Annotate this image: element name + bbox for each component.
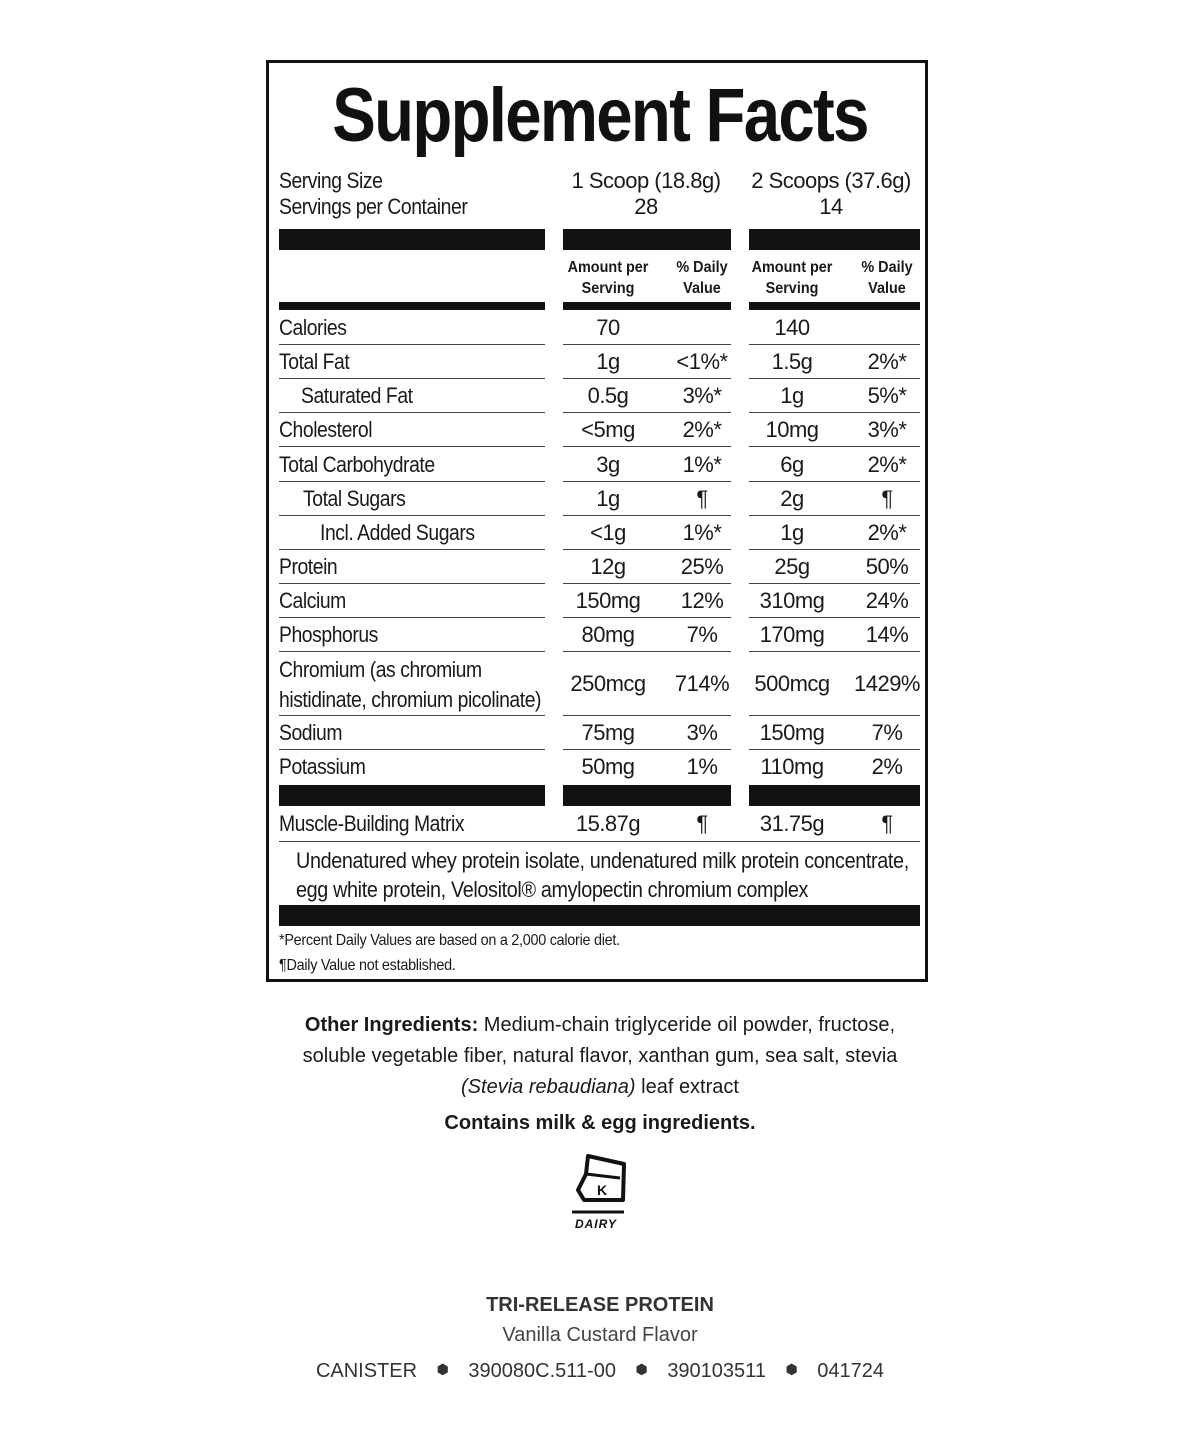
nutrient-amount: 50mg xyxy=(581,754,635,779)
nutrient-dv: 2% xyxy=(871,754,903,779)
matrix-dv-1: ¶ xyxy=(696,811,708,836)
serving-size-label: Serving Size xyxy=(279,168,383,193)
row-divider xyxy=(279,617,545,618)
bullet-icon: ⬢ xyxy=(635,1361,648,1377)
row-divider xyxy=(279,549,545,550)
nutrient-dv: 5%* xyxy=(867,383,907,408)
nutrient-name: Calories xyxy=(279,315,347,340)
nutrient-dv: 24% xyxy=(865,588,909,613)
nutrient-name: Calcium xyxy=(279,588,346,613)
thick-bar xyxy=(279,229,545,250)
nutrient-amount: 250mcg xyxy=(570,671,646,696)
medium-bar xyxy=(749,302,920,310)
other-ingredients: Other Ingredients: Medium-chain triglyceride oil powder, fructose, soluble vegetable fiber, natural flavor, xanthan gum, sea salt, stevia (Stevia rebaudiana) leaf extract xyxy=(302,1014,898,1098)
thick-bar xyxy=(563,785,731,806)
matrix-amount-2: 31.75g xyxy=(759,811,825,836)
row-divider xyxy=(279,515,545,516)
nutrient-amount: 140 xyxy=(774,315,810,340)
allergen-statement: Contains milk & egg ingredients. xyxy=(444,1112,756,1134)
bullet-icon: ⬢ xyxy=(436,1361,449,1377)
nutrient-dv: 14% xyxy=(865,622,909,647)
matrix-dv-2: ¶ xyxy=(881,811,893,836)
row-divider xyxy=(563,651,731,652)
row-divider xyxy=(749,446,920,447)
nutrient-name: Phosphorus xyxy=(279,622,378,647)
nutrient-dv: ¶ xyxy=(696,486,708,511)
row-divider xyxy=(749,515,920,516)
matrix-amount-1: 15.87g xyxy=(575,811,641,836)
nutrient-name: Protein xyxy=(279,554,338,579)
footnote-dv: *Percent Daily Values are based on a 2,000 calorie diet. xyxy=(279,932,620,949)
nutrient-dv: 3%* xyxy=(682,383,722,408)
row-divider xyxy=(749,412,920,413)
row-divider xyxy=(563,715,731,716)
row-divider xyxy=(749,549,920,550)
medium-bar xyxy=(563,302,731,310)
nutrient-amount: 6g xyxy=(780,452,804,477)
col1-dv-header: % Daily Value xyxy=(676,259,728,297)
nutrient-dv: 2%* xyxy=(867,520,907,545)
row-divider xyxy=(563,515,731,516)
nutrient-dv: 25% xyxy=(680,554,724,579)
nutrient-amount: 10mg xyxy=(765,417,819,442)
product-codes xyxy=(0,1360,1200,1383)
nutrient-dv: 1429% xyxy=(853,671,920,696)
kosher-letter: K xyxy=(596,1182,608,1198)
nutrient-amount: 80mg xyxy=(581,622,635,647)
product-flavor: Vanilla Custard Flavor xyxy=(502,1324,698,1346)
row-divider xyxy=(563,549,731,550)
code-lot: 390080C.511-00 xyxy=(468,1360,616,1382)
row-divider xyxy=(279,378,545,379)
row-divider xyxy=(749,749,920,750)
nutrient-amount: 1g xyxy=(780,520,804,545)
nutrient-amount: 500mcg xyxy=(754,671,830,696)
nutrient-name: Potassium xyxy=(279,754,366,779)
nutrient-amount: 0.5g xyxy=(587,383,629,408)
row-divider xyxy=(279,481,545,482)
row-divider xyxy=(279,412,545,413)
row-divider xyxy=(279,446,545,447)
code-canister: CANISTER xyxy=(315,1360,418,1382)
nutrient-amount: 1.5g xyxy=(771,349,813,374)
nutrient-name: Incl. Added Sugars xyxy=(320,520,475,545)
nutrient-dv: 1%* xyxy=(682,520,722,545)
nutrient-amount: <5mg xyxy=(581,417,635,442)
col2-serving-size: 2 Scoops (37.6g) xyxy=(751,168,911,193)
row-divider xyxy=(749,651,920,652)
row-divider xyxy=(749,715,920,716)
row-divider xyxy=(563,412,731,413)
row-divider xyxy=(279,841,920,842)
nutrient-dv: 12% xyxy=(680,588,724,613)
col1-servings-count: 28 xyxy=(634,194,658,219)
nutrient-amount: 170mg xyxy=(759,622,825,647)
nutrient-dv: 50% xyxy=(865,554,909,579)
row-divider xyxy=(279,583,545,584)
row-divider xyxy=(563,344,731,345)
col2-amount-header: Amount per Serving xyxy=(751,259,833,297)
servings-per-container-label: Servings per Container xyxy=(279,194,468,219)
footnote-not-established: ¶Daily Value not established. xyxy=(279,957,456,974)
kosher-dairy-icon xyxy=(566,1150,636,1236)
matrix-name: Muscle-Building Matrix xyxy=(279,811,465,836)
nutrient-amount: 70 xyxy=(596,315,620,340)
nutrient-name: Total Sugars xyxy=(303,486,406,511)
nutrient-dv: 3%* xyxy=(867,417,907,442)
panel-title: Supplement Facts xyxy=(332,73,868,158)
nutrient-amount: 12g xyxy=(590,554,626,579)
row-divider xyxy=(563,617,731,618)
nutrient-amount: 2g xyxy=(780,486,804,511)
nutrient-amount: 1g xyxy=(596,349,620,374)
row-divider xyxy=(749,378,920,379)
row-divider xyxy=(749,481,920,482)
row-divider xyxy=(279,344,545,345)
col2-dv-header: % Daily Value xyxy=(861,259,913,297)
medium-bar xyxy=(279,302,545,310)
thick-bar xyxy=(749,229,920,250)
col1-amount-header: Amount per Serving xyxy=(567,259,649,297)
nutrient-amount: 1g xyxy=(780,383,804,408)
nutrient-dv: 2%* xyxy=(867,452,907,477)
row-divider xyxy=(279,749,545,750)
thick-bar xyxy=(563,229,731,250)
nutrient-amount: 150mg xyxy=(575,588,641,613)
code-date: 041724 xyxy=(817,1360,885,1382)
nutrient-amount: 110mg xyxy=(760,754,824,779)
nutrient-name: Total Carbohydrate xyxy=(279,452,435,477)
nutrient-dv: 1%* xyxy=(682,452,722,477)
row-divider xyxy=(749,583,920,584)
nutrient-dv: 1% xyxy=(686,754,718,779)
col1-serving-size: 1 Scoop (18.8g) xyxy=(571,168,721,193)
kosher-label: DAIRY xyxy=(574,1217,618,1231)
nutrient-amount: 1g xyxy=(596,486,620,511)
nutrient-amount: 25g xyxy=(774,554,810,579)
bullet-icon: ⬢ xyxy=(785,1361,798,1377)
thick-bar xyxy=(279,785,545,806)
nutrient-name: Sodium xyxy=(279,720,343,745)
row-divider xyxy=(563,446,731,447)
nutrient-name: Saturated Fat xyxy=(301,383,413,408)
product-name: TRI-RELEASE PROTEIN xyxy=(486,1294,714,1316)
thick-bar xyxy=(749,785,920,806)
nutrient-amount: 3g xyxy=(596,452,620,477)
nutrient-amount: <1g xyxy=(590,520,626,545)
nutrient-dv: 2%* xyxy=(867,349,907,374)
code-item: 390103511 xyxy=(667,1360,766,1382)
nutrient-dv: ¶ xyxy=(881,486,893,511)
row-divider xyxy=(279,651,545,652)
nutrient-amount: 150mg xyxy=(759,720,825,745)
row-divider xyxy=(749,344,920,345)
col2-servings-count: 14 xyxy=(819,194,843,219)
nutrient-dv: 3% xyxy=(686,720,718,745)
row-divider xyxy=(563,378,731,379)
nutrient-name: Cholesterol xyxy=(279,417,373,442)
nutrient-amount: 310mg xyxy=(759,588,825,613)
nutrient-dv: 714% xyxy=(674,671,730,696)
row-divider xyxy=(563,749,731,750)
row-divider xyxy=(279,715,545,716)
nutrient-name: Chromium (as chromium histidinate, chromium picolinate) xyxy=(279,657,542,712)
matrix-description: Undenatured whey protein isolate, undenatured milk protein concentrate, egg white protein, Velositol® amylopectin chromium complex xyxy=(296,848,909,902)
nutrient-dv: 7% xyxy=(871,720,903,745)
nutrient-dv: 7% xyxy=(686,622,718,647)
row-divider xyxy=(563,481,731,482)
row-divider xyxy=(749,617,920,618)
nutrient-dv: 2%* xyxy=(682,417,722,442)
thick-bar xyxy=(279,905,920,926)
nutrient-amount: 75mg xyxy=(581,720,635,745)
nutrient-dv: <1%* xyxy=(676,349,728,374)
nutrient-name: Total Fat xyxy=(279,349,350,374)
row-divider xyxy=(563,583,731,584)
